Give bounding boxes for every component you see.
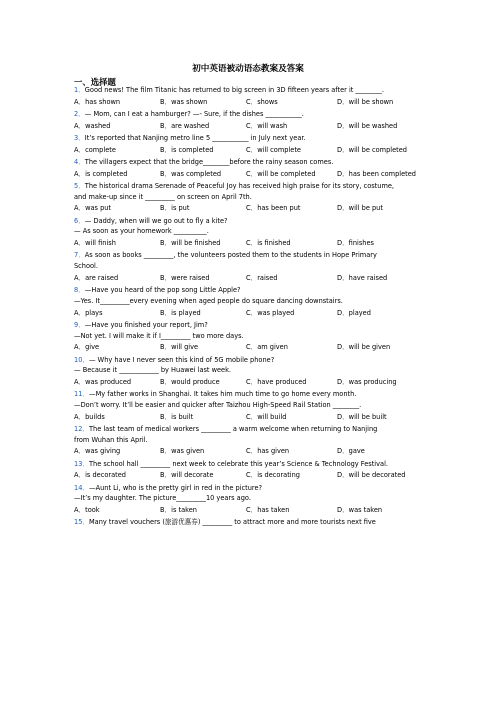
option-d[interactable]: D．will be completed xyxy=(337,145,407,154)
question-text: —Have you heard of the pop song Little Apple? xyxy=(84,286,241,295)
option-d[interactable]: D．was taken xyxy=(337,506,383,514)
question-8-line-1 xyxy=(74,286,241,295)
option-c[interactable]: C．was played xyxy=(246,308,295,317)
question-text: School. xyxy=(74,262,98,271)
option-d[interactable]: D．finishes xyxy=(337,239,374,248)
option-a[interactable]: A．plays xyxy=(74,308,103,317)
question-number: 7． xyxy=(74,251,85,260)
question-15-line-1 xyxy=(74,518,376,527)
question-text: — As soon as your homework __________. xyxy=(74,227,209,236)
option-d[interactable]: D．will be put xyxy=(337,204,383,213)
answer-options xyxy=(74,471,424,480)
question-number: 9． xyxy=(74,320,85,329)
option-d[interactable]: D．will be washed xyxy=(337,121,398,130)
option-b[interactable]: B．are washed xyxy=(160,121,210,130)
question-text: — Why have I never seen this kind of 5G mobile phone? xyxy=(88,355,275,364)
answer-options xyxy=(74,447,424,456)
question-number: 2． xyxy=(74,110,85,118)
option-b[interactable]: B．is completed xyxy=(160,145,214,154)
option-a[interactable]: A．give xyxy=(74,343,100,352)
option-c[interactable]: C．have produced xyxy=(246,377,307,386)
question-number: 3． xyxy=(74,134,85,142)
question-text: The villagers expect that the bridge________before the rainy season comes. xyxy=(84,158,334,166)
option-c[interactable]: C．raised xyxy=(246,273,278,282)
option-b[interactable]: B．is taken xyxy=(160,506,197,514)
question-6-line-2 xyxy=(74,227,209,236)
question-number: 5． xyxy=(74,182,85,190)
option-b[interactable]: B．will give xyxy=(160,343,199,352)
question-text: —Not yet. I will make it if I_________ two more days. xyxy=(74,331,244,340)
question-2-line-1 xyxy=(74,110,304,119)
question-text: from Wuhan this April. xyxy=(74,435,148,444)
question-14-line-1 xyxy=(74,484,262,493)
option-a[interactable]: A．is completed xyxy=(74,169,128,178)
document-title: 初中英语被动语态教案及答案 xyxy=(192,64,304,74)
option-a[interactable]: A．washed xyxy=(74,121,111,130)
question-text: — Mom, can I eat a hamburger? —- Sure, if the dishes ___________. xyxy=(84,110,304,118)
question-text: It’s reported that Nanjing metro line 5 ___________ in July next year. xyxy=(84,134,306,142)
option-c[interactable]: C．will wash xyxy=(246,121,288,130)
option-c[interactable]: C．is finished xyxy=(246,239,291,248)
option-d[interactable]: D．played xyxy=(337,308,371,317)
option-c[interactable]: C．has been put xyxy=(246,204,301,213)
question-number: 15． xyxy=(74,518,89,527)
question-10-line-2 xyxy=(74,366,231,375)
option-b[interactable]: B．would produce xyxy=(160,377,220,386)
question-number: 11． xyxy=(74,390,89,399)
option-c[interactable]: C．will complete xyxy=(246,145,301,154)
question-text: —My father works in Shanghai. It takes him much time to go home every month. xyxy=(88,390,357,399)
option-a[interactable]: A．is decorated xyxy=(74,471,126,480)
option-b[interactable]: B．is put xyxy=(160,204,190,213)
option-a[interactable]: A．has shown xyxy=(74,97,121,106)
question-text: — Daddy, when will we go out to fly a kite? xyxy=(84,216,228,225)
question-number: 6． xyxy=(74,216,85,225)
question-9-line-1 xyxy=(74,321,208,330)
option-b[interactable]: B．is built xyxy=(160,412,194,421)
question-number: 10． xyxy=(74,355,89,364)
question-text: —Aunt Li, who is the pretty girl in red in the picture? xyxy=(88,483,263,492)
option-c[interactable]: C．will build xyxy=(246,412,287,421)
answer-options xyxy=(74,506,424,515)
question-number: 4． xyxy=(74,158,85,166)
option-a[interactable]: A．builds xyxy=(74,412,105,421)
question-text: — Because it ____________ by Huawei last week. xyxy=(74,366,232,375)
option-d[interactable]: D．will be given xyxy=(337,343,391,352)
answer-options xyxy=(74,122,424,131)
option-c[interactable]: C．has given xyxy=(246,447,290,456)
answer-options xyxy=(74,343,424,352)
section-heading: 一、选择题 xyxy=(74,77,116,87)
question-4-line-1 xyxy=(74,158,333,167)
option-b[interactable]: B．was given xyxy=(160,447,205,456)
option-b[interactable]: B．will decorate xyxy=(160,471,214,480)
question-6-line-1 xyxy=(74,217,228,226)
option-a[interactable]: A．was put xyxy=(74,204,112,213)
question-14-line-2 xyxy=(74,494,251,503)
question-text: The last team of medical workers _________ a warm welcome when returning to Nanjing xyxy=(88,424,378,433)
option-b[interactable]: B．will be finished xyxy=(160,239,221,248)
option-c[interactable]: C．will be completed xyxy=(246,169,316,178)
question-text: —Don’t worry. It’ll be easier and quicker after Taizhou High-Speed Rail Station ________. xyxy=(74,400,362,409)
question-number: 14． xyxy=(74,483,89,492)
question-text: As soon as books _________, the volunteers posted them to the students in Hope Primary xyxy=(84,251,377,260)
question-10-line-1 xyxy=(74,356,274,365)
answer-options xyxy=(74,204,424,213)
answer-options xyxy=(74,274,424,283)
option-c[interactable]: C．is decorating xyxy=(246,471,300,480)
option-c[interactable]: C．am given xyxy=(246,343,288,352)
answer-options xyxy=(74,413,424,422)
question-5-line-1 xyxy=(74,182,394,191)
option-d[interactable]: D．gave xyxy=(337,447,365,456)
option-c[interactable]: C．has taken xyxy=(246,506,290,514)
option-d[interactable]: D．will be shown xyxy=(337,97,394,106)
question-5-line-2 xyxy=(74,193,252,202)
option-a[interactable]: A．was produced xyxy=(74,377,132,386)
question-9-line-2 xyxy=(74,332,244,341)
question-text: The historical drama Serenade of Peaceful Joy has received high praise for its story, costume, xyxy=(84,182,395,190)
option-a[interactable]: A．complete xyxy=(74,145,116,154)
question-text: and make-up since it _________ on screen on April 7th. xyxy=(74,192,252,201)
answer-options xyxy=(74,98,424,107)
option-b[interactable]: B．is played xyxy=(160,308,201,317)
answer-options xyxy=(74,378,424,387)
option-d[interactable]: D．have raised xyxy=(337,273,388,282)
answer-options xyxy=(74,309,424,318)
question-text: The school hall _________ next week to celebrate this year’s Science & Technology Festival. xyxy=(88,459,389,468)
question-text: —Yes. It_________every evening when aged people do square dancing downstairs. xyxy=(74,296,343,305)
question-11-line-2 xyxy=(74,401,361,410)
question-13-line-1 xyxy=(74,460,388,469)
option-b[interactable]: B．were raised xyxy=(160,273,210,282)
option-c[interactable]: C．shows xyxy=(246,97,278,106)
question-3-line-1 xyxy=(74,134,306,143)
question-1-line-1 xyxy=(74,86,384,95)
question-number: 12． xyxy=(74,424,89,433)
option-a[interactable]: A．was giving xyxy=(74,447,121,456)
question-7-line-1 xyxy=(74,251,377,260)
option-a[interactable]: A．will finish xyxy=(74,239,116,248)
question-number: 1． xyxy=(74,86,85,94)
question-8-line-2 xyxy=(74,297,343,306)
option-d[interactable]: D．has been completed xyxy=(337,169,416,178)
answer-options xyxy=(74,170,424,179)
question-number: 13． xyxy=(74,459,89,468)
question-text: Many travel vouchers (旅游优惠券) _________ to attract more and more tourists next five xyxy=(88,518,376,527)
question-text: —Have you finished your report, Jim? xyxy=(84,320,208,329)
question-12-line-2 xyxy=(74,436,148,445)
answer-options xyxy=(74,239,424,248)
option-a[interactable]: A．took xyxy=(74,506,100,514)
question-11-line-1 xyxy=(74,390,356,399)
option-d[interactable]: D．will be decorated xyxy=(337,471,406,480)
question-number: 8． xyxy=(74,286,85,295)
question-text: Good news! The film Titanic has returned to big screen in 3D fifteen years after it ________. xyxy=(84,86,384,94)
question-text: —It’s my daughter. The picture_________10 years ago. xyxy=(74,494,251,503)
question-12-line-1 xyxy=(74,425,377,434)
option-d[interactable]: D．will be built xyxy=(337,412,387,421)
answer-options xyxy=(74,146,424,155)
option-a[interactable]: A．are raised xyxy=(74,273,119,282)
option-b[interactable]: B．was completed xyxy=(160,169,222,178)
option-b[interactable]: B．was shown xyxy=(160,97,208,106)
option-d[interactable]: D．was producing xyxy=(337,377,397,386)
question-7-line-2 xyxy=(74,262,98,271)
